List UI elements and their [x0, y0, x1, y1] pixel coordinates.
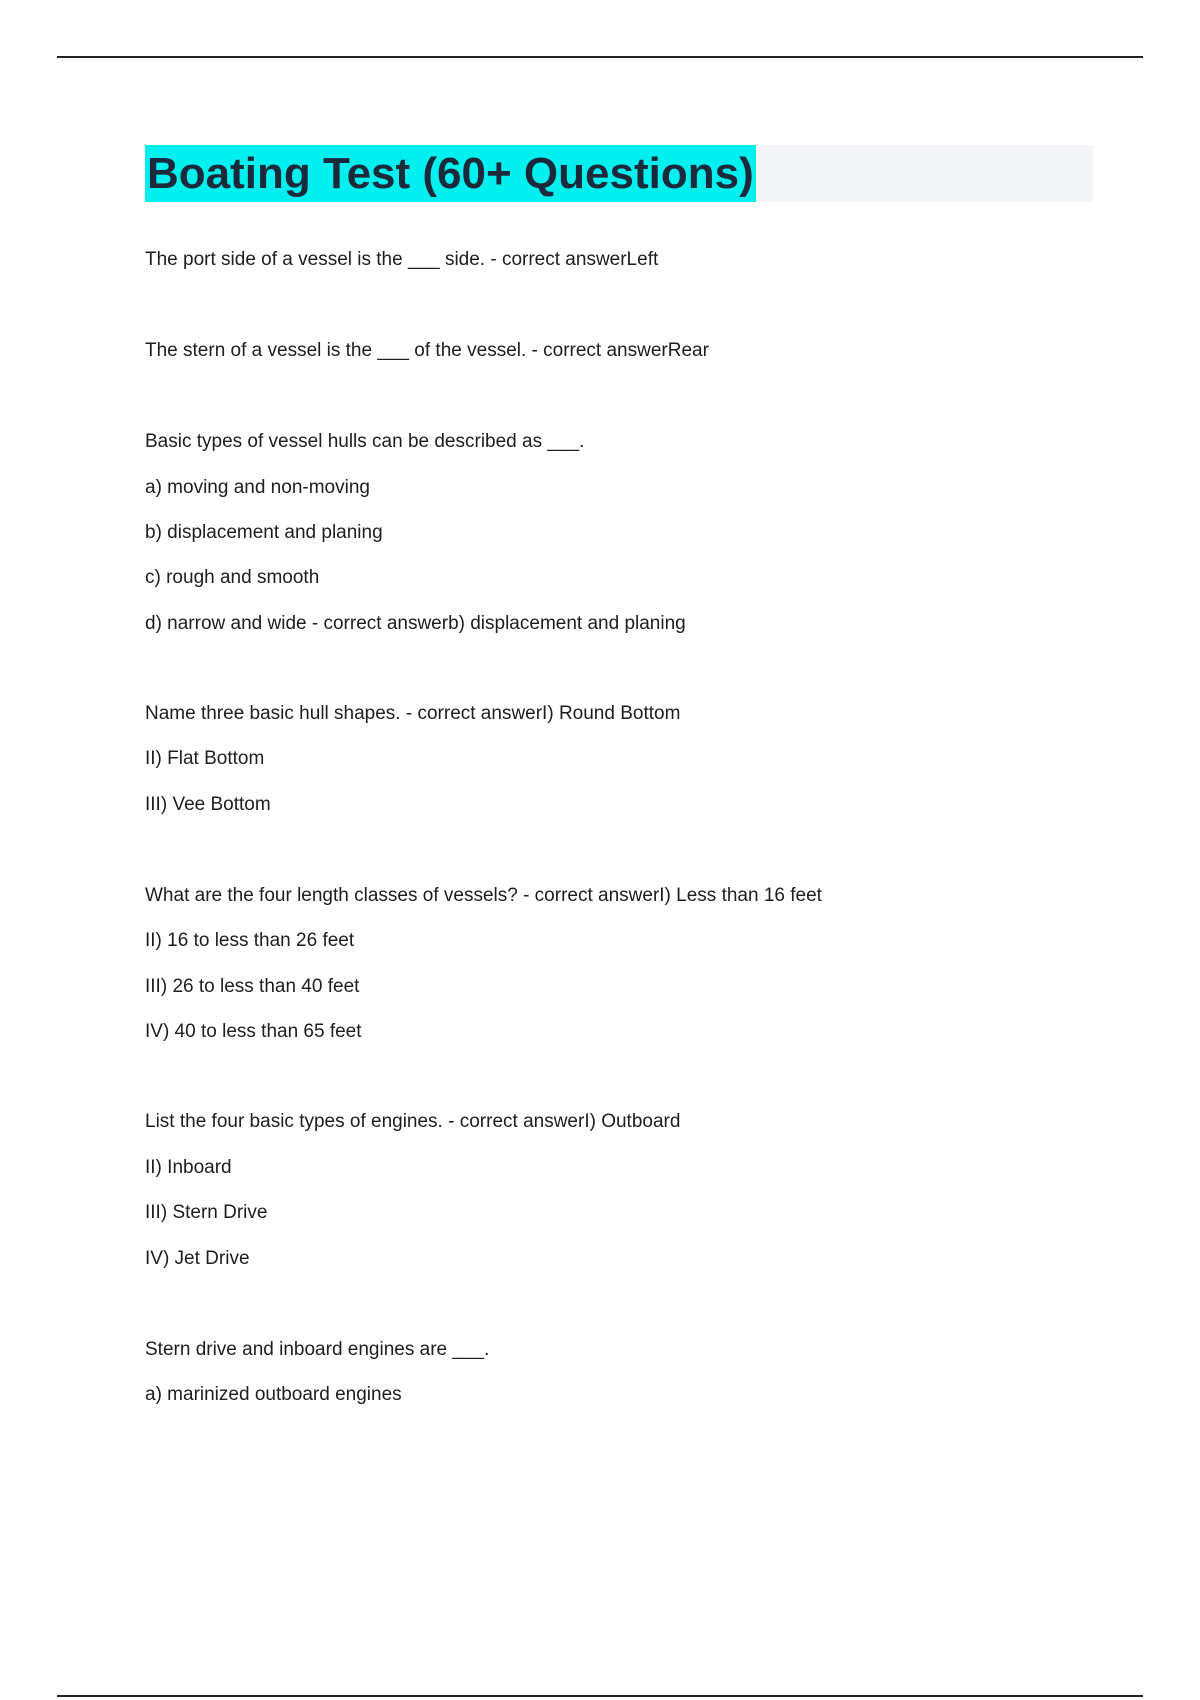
answer-option: a) marinized outboard engines	[145, 1384, 402, 1405]
question-stern-drive: Stern drive and inboard engines are ___.	[145, 1339, 490, 1360]
answer-line: II) Flat Bottom	[145, 748, 265, 769]
answer-line: III) Stern Drive	[145, 1202, 268, 1223]
question-stern: The stern of a vessel is the ___ of the vessel. - correct answerRear	[145, 340, 709, 361]
question-hull-types: Basic types of vessel hulls can be described as ___.	[145, 431, 585, 452]
answer-line: II) 16 to less than 26 feet	[145, 930, 355, 951]
answer-option: b) displacement and planing	[145, 522, 383, 543]
bottom-rule	[57, 1695, 1143, 1697]
question-length-classes: What are the four length classes of vessels? - correct answerI) Less than 16 feet	[145, 885, 822, 906]
answer-option: a) moving and non-moving	[145, 477, 370, 498]
answer-line: III) Vee Bottom	[145, 794, 271, 815]
question-port-side: The port side of a vessel is the ___ side. - correct answerLeft	[145, 249, 659, 270]
answer-line: IV) 40 to less than 65 feet	[145, 1021, 362, 1042]
answer-option: d) narrow and wide - correct answerb) displacement and planing	[145, 613, 686, 634]
question-hull-shapes: Name three basic hull shapes. - correct answerI) Round Bottom	[145, 703, 681, 724]
answer-option: c) rough and smooth	[145, 567, 320, 588]
answer-line: II) Inboard	[145, 1157, 232, 1178]
top-rule	[57, 56, 1143, 58]
answer-line: III) 26 to less than 40 feet	[145, 976, 360, 997]
answer-line: IV) Jet Drive	[145, 1248, 250, 1269]
question-engine-types: List the four basic types of engines. - correct answerI) Outboard	[145, 1111, 681, 1132]
page-title: Boating Test (60+ Questions)	[145, 145, 756, 202]
